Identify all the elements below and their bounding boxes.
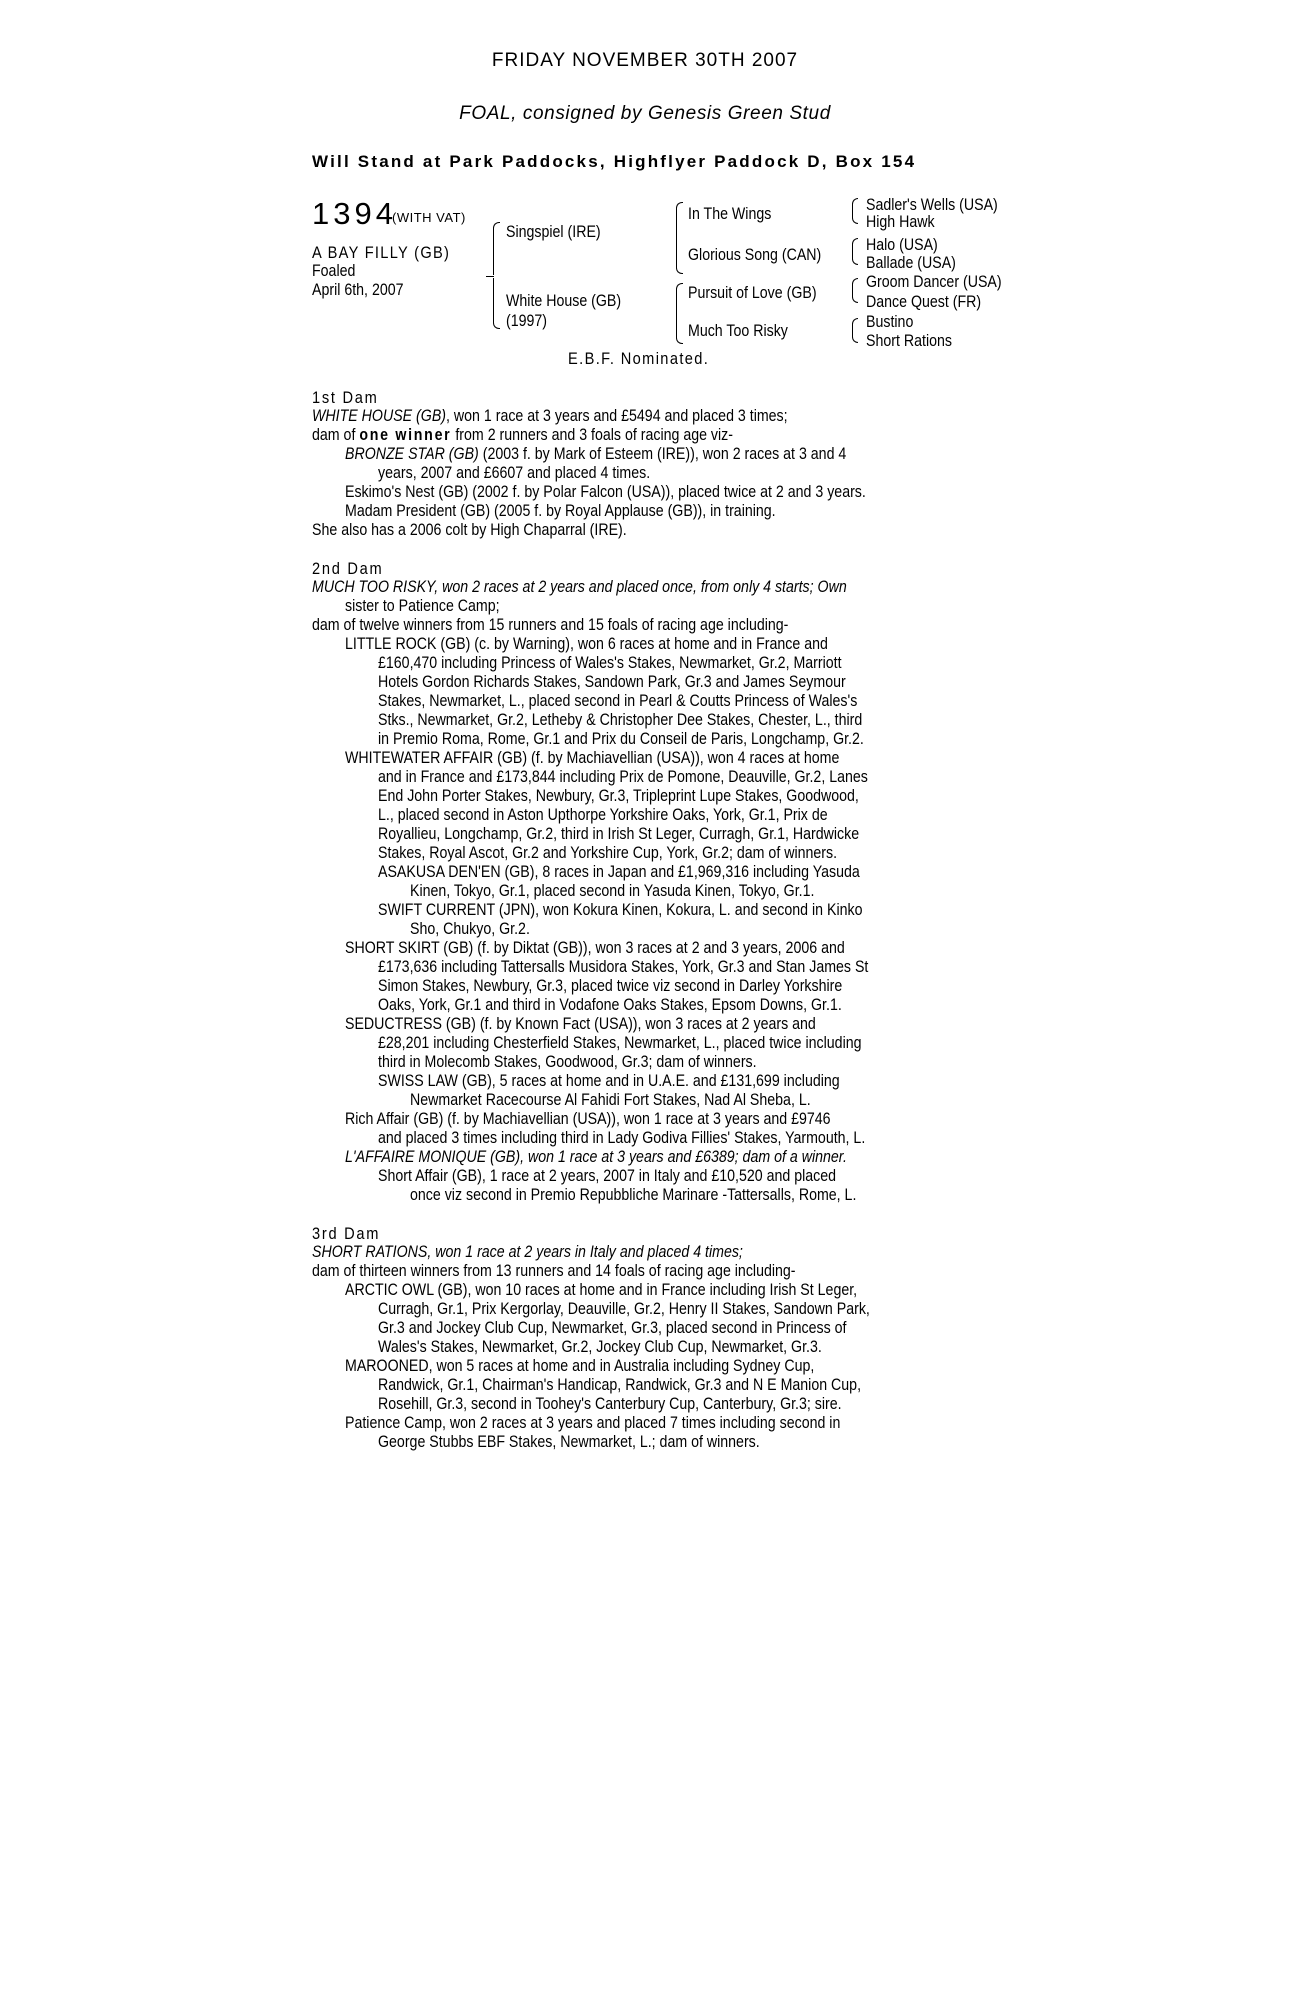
second-dam-line: SWISS LAW (GB), 5 races at home and in U.A.E. and £131,699 including: [378, 1072, 840, 1090]
pedigree-brace: [676, 202, 683, 239]
pedigree-brace: [852, 210, 858, 224]
second-dam-line: LITTLE ROCK (GB) (c. by Warning), won 6 races at home and in France and: [345, 635, 828, 653]
third-dam-line: Gr.3 and Jockey Club Cup, Newmarket, Gr.3, placed second in Princess of: [378, 1319, 847, 1337]
pedigree-brace: [676, 238, 683, 274]
second-dam-line: SWIFT CURRENT (JPN), won Kokura Kinen, Kokura, L. and second in Kinko: [378, 901, 863, 919]
second-dam-heading: 2nd Dam: [312, 559, 384, 578]
second-dam-line: £28,201 including Chesterfield Stakes, Newmarket, L., placed twice including: [378, 1034, 862, 1052]
second-dam-line: End John Porter Stakes, Newbury, Gr.3, Tripleprint Lupe Stakes, Goodwood,: [378, 787, 859, 805]
second-dam-line: Sho, Chukyo, Gr.2.: [410, 920, 530, 938]
second-dam-line: L., placed second in Aston Upthorpe Yorkshire Oaks, York, Gr.1, Prix de: [378, 806, 828, 824]
stand-location: Will Stand at Park Paddocks, Highflyer Paddock D, Box 154: [312, 152, 917, 171]
ancestor-g5: Groom Dancer (USA): [866, 273, 1002, 291]
ancestor-g7: Bustino: [866, 313, 914, 331]
second-dam-line: third in Molecomb Stakes, Goodwood, Gr.3; dam of winners.: [378, 1053, 757, 1071]
third-dam-line: Rosehill, Gr.3, second in Toohey's Canterbury Cup, Canterbury, Gr.3; sire.: [378, 1395, 842, 1413]
third-dam-line: George Stubbs EBF Stakes, Newmarket, L.; dam of winners.: [378, 1433, 760, 1451]
pedigree-brace: [852, 238, 858, 252]
pedigree-brace: [676, 283, 683, 314]
pedigree-brace: [852, 330, 858, 343]
ancestor-g1: Sadler's Wells (USA): [866, 196, 998, 214]
sire: Singspiel (IRE): [506, 223, 601, 241]
sire-dam: Glorious Song (CAN): [688, 246, 822, 264]
second-dam-line: Short Affair (GB), 1 race at 2 years, 2007 in Italy and £10,520 and placed: [378, 1167, 837, 1185]
ancestor-g3: Halo (USA): [866, 236, 938, 254]
dam: White House (GB): [506, 292, 622, 310]
second-dam-line: Royallieu, Longchamp, Gr.2, third in Irish St Leger, Curragh, Gr.1, Hardwicke: [378, 825, 860, 843]
pedigree-brace: [852, 251, 858, 265]
lot-description: A BAY FILLY (GB): [312, 243, 451, 262]
dam-dam: Much Too Risky: [688, 322, 788, 340]
second-dam-line: WHITEWATER AFFAIR (GB) (f. by Machiavellian (USA)), won 4 races at home: [345, 749, 840, 767]
dam-sire: Pursuit of Love (GB): [688, 284, 817, 302]
second-dam-line: ASAKUSA DEN'EN (GB), 8 races in Japan and £1,969,316 including Yasuda: [378, 863, 860, 881]
third-dam-line: SHORT RATIONS, won 1 race at 2 years in Italy and placed 4 times;: [312, 1243, 743, 1261]
pedigree-brace: [493, 278, 500, 329]
pedigree-brace: [676, 313, 683, 344]
second-dam-line: L'AFFAIRE MONIQUE (GB), won 1 race at 3 years and £6389; dam of a winner.: [345, 1148, 847, 1166]
lot-number: 1394: [312, 196, 397, 231]
second-dam-line: Rich Affair (GB) (f. by Machiavellian (USA)), won 1 race at 3 years and £9746: [345, 1110, 831, 1128]
first-dam-line: BRONZE STAR (GB) (2003 f. by Mark of Esteem (IRE)), won 2 races at 3 and 4: [345, 445, 847, 463]
first-dam-line: dam of one winner from 2 runners and 3 foals of racing age viz-: [312, 426, 734, 444]
second-dam-line: and in France and £173,844 including Prix de Pomone, Deauville, Gr.2, Lanes: [378, 768, 868, 786]
second-dam-line: sister to Patience Camp;: [345, 597, 500, 615]
second-dam-line: dam of twelve winners from 15 runners and 15 foals of racing age including-: [312, 616, 789, 634]
consignment-line: FOAL, consigned by Genesis Green Stud: [459, 103, 831, 124]
ancestor-g8: Short Rations: [866, 332, 952, 350]
second-dam-line: SEDUCTRESS (GB) (f. by Known Fact (USA)), won 3 races at 2 years and: [345, 1015, 816, 1033]
ebf-note: E.B.F. Nominated.: [568, 349, 710, 368]
pedigree-brace: [493, 222, 500, 275]
ancestor-g4: Ballade (USA): [866, 254, 956, 272]
first-dam-heading: 1st Dam: [312, 388, 379, 407]
second-dam-line: Newmarket Racecourse Al Fahidi Fort Stakes, Nad Al Sheba, L.: [410, 1091, 811, 1109]
foaled-label: Foaled: [312, 262, 356, 280]
third-dam-line: Patience Camp, won 2 races at 3 years and placed 7 times including second in: [345, 1414, 841, 1432]
second-dam-line: Stks., Newmarket, Gr.2, Letheby & Christopher Dee Stakes, Chester, L., third: [378, 711, 863, 729]
second-dam-line: Hotels Gordon Richards Stakes, Sandown Park, Gr.3 and James Seymour: [378, 673, 846, 691]
second-dam-line: Stakes, Newmarket, L., placed second in Pearl & Coutts Princess of Wales's: [378, 692, 858, 710]
second-dam-line: Kinen, Tokyo, Gr.1, placed second in Yasuda Kinen, Tokyo, Gr.1.: [410, 882, 815, 900]
second-dam-line: Oaks, York, Gr.1 and third in Vodafone Oaks Stakes, Epsom Downs, Gr.1.: [378, 996, 842, 1014]
ancestor-g6: Dance Quest (FR): [866, 293, 982, 311]
first-dam-line: Madam President (GB) (2005 f. by Royal Applause (GB)), in training.: [345, 502, 776, 520]
third-dam-line: dam of thirteen winners from 13 runners and 14 foals of racing age including-: [312, 1262, 796, 1280]
sire-sire: In The Wings: [688, 205, 772, 223]
vat-note: (WITH VAT): [392, 210, 466, 225]
third-dam-heading: 3rd Dam: [312, 1224, 381, 1243]
second-dam-line: in Premio Roma, Rome, Gr.1 and Prix du Conseil de Paris, Longchamp, Gr.2.: [378, 730, 864, 748]
first-dam-line: Eskimo's Nest (GB) (2002 f. by Polar Falcon (USA)), placed twice at 2 and 3 years.: [345, 483, 866, 501]
pedigree-brace: [486, 276, 494, 277]
third-dam-line: Curragh, Gr.1, Prix Kergorlay, Deauville, Gr.2, Henry II Stakes, Sandown Park,: [378, 1300, 870, 1318]
second-dam-line: MUCH TOO RISKY, won 2 races at 2 years and placed once, from only 4 starts; Own: [312, 578, 847, 596]
third-dam-line: Randwick, Gr.1, Chairman's Handicap, Randwick, Gr.3 and N E Manion Cup,: [378, 1376, 862, 1394]
third-dam-line: ARCTIC OWL (GB), won 10 races at home and in France including Irish St Leger,: [345, 1281, 858, 1299]
second-dam-line: £173,636 including Tattersalls Musidora Stakes, York, Gr.3 and Stan James St: [378, 958, 869, 976]
second-dam-line: Stakes, Royal Ascot, Gr.2 and Yorkshire Cup, York, Gr.2; dam of winners.: [378, 844, 838, 862]
pedigree-brace: [852, 290, 858, 303]
dam-year: (1997): [506, 312, 548, 330]
third-dam-line: MAROONED, won 5 races at home and in Australia including Sydney Cup,: [345, 1357, 815, 1375]
sale-date: FRIDAY NOVEMBER 30TH 2007: [491, 50, 799, 71]
second-dam-line: Simon Stakes, Newbury, Gr.3, placed twice viz second in Darley Yorkshire: [378, 977, 843, 995]
second-dam-line: and placed 3 times including third in Lady Godiva Fillies' Stakes, Yarmouth, L.: [378, 1129, 866, 1147]
second-dam-line: once viz second in Premio Repubbliche Marinare -Tattersalls, Rome, L.: [410, 1186, 857, 1204]
second-dam-line: SHORT SKIRT (GB) (f. by Diktat (GB)), won 3 races at 2 and 3 years, 2006 and: [345, 939, 845, 957]
first-dam-line: She also has a 2006 colt by High Chaparral (IRE).: [312, 521, 627, 539]
second-dam-line: £160,470 including Princess of Wales's Stakes, Newmarket, Gr.2, Marriott: [378, 654, 842, 672]
third-dam-line: Wales's Stakes, Newmarket, Gr.2, Jockey Club Cup, Newmarket, Gr.3.: [378, 1338, 822, 1356]
first-dam-line: WHITE HOUSE (GB), won 1 race at 3 years and £5494 and placed 3 times;: [312, 407, 788, 425]
first-dam-line: years, 2007 and £6607 and placed 4 times.: [378, 464, 651, 482]
ancestor-g2: High Hawk: [866, 213, 935, 231]
foaled-date: April 6th, 2007: [312, 281, 404, 299]
